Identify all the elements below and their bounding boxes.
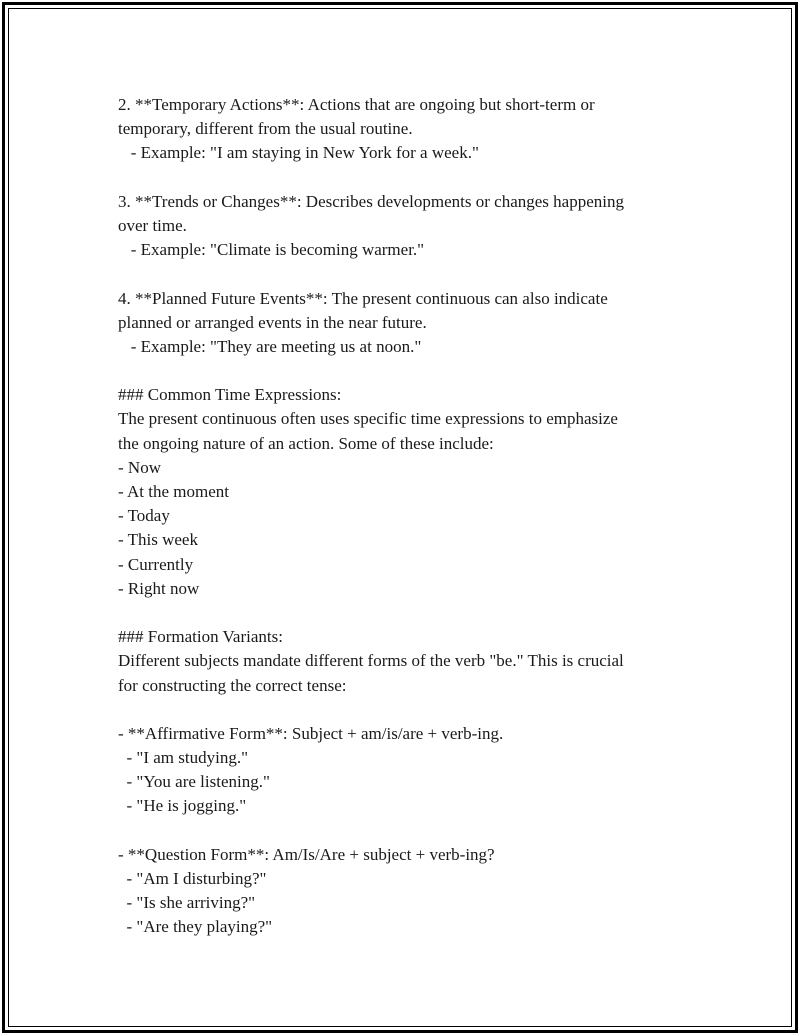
- blank-line: [118, 166, 718, 190]
- list-item: - "He is jogging.": [118, 796, 247, 816]
- text-line: Different subjects mandate different forms of the verb "be." This is crucial: [118, 651, 624, 671]
- list-item: - At the moment: [118, 482, 229, 501]
- list-item: - This week: [118, 530, 198, 550]
- list-item: - "Am I disturbing?": [118, 869, 267, 888]
- text-line: The present continuous often uses specific time expressions to emphasize: [118, 409, 618, 429]
- list-item: - "You are listening.": [118, 772, 270, 792]
- text-line: - Example: "I am staying in New York for a week.": [118, 143, 479, 163]
- text-line: 4. **Planned Future Events**: The present continuous can also indicate: [118, 288, 608, 308]
- text-line: over time.: [118, 215, 187, 235]
- text-line: planned or arranged events in the near future.: [118, 312, 427, 332]
- text-line: 3. **Trends or Changes**: Describes developments or changes happening: [118, 191, 624, 211]
- text-line: 2. **Temporary Actions**: Actions that are ongoing but short-term or: [118, 95, 595, 114]
- text-line: - Example: "They are meeting us at noon.": [118, 336, 422, 356]
- list-item: - "Are they playing?": [118, 917, 273, 937]
- list-item: - **Affirmative Form**: Subject + am/is/are + verb-ing.: [118, 723, 504, 743]
- blank-line: [118, 819, 718, 843]
- text-line: for constructing the correct tense:: [118, 675, 347, 695]
- list-item: - Today: [118, 506, 170, 526]
- section-heading: ### Common Time Expressions:: [118, 385, 342, 405]
- list-item: - "I am studying.": [118, 748, 249, 768]
- blank-line: [118, 262, 718, 286]
- blank-line: [118, 601, 718, 625]
- blank-line: [118, 359, 718, 383]
- list-item: - Right now: [118, 578, 200, 598]
- section-heading: ### Formation Variants:: [118, 627, 283, 647]
- document-body: [118, 93, 718, 940]
- list-item: - "Is she arriving?": [118, 893, 256, 913]
- text-line: the ongoing nature of an action. Some of these include:: [118, 433, 494, 453]
- list-item: - Now: [118, 457, 161, 477]
- list-item: - Currently: [118, 554, 194, 574]
- text-line: temporary, different from the usual routine.: [118, 119, 413, 139]
- blank-line: [118, 698, 718, 722]
- text-line: - Example: "Climate is becoming warmer.": [118, 240, 425, 260]
- list-item: - **Question Form**: Am/Is/Are + subject + verb-ing?: [118, 844, 495, 864]
